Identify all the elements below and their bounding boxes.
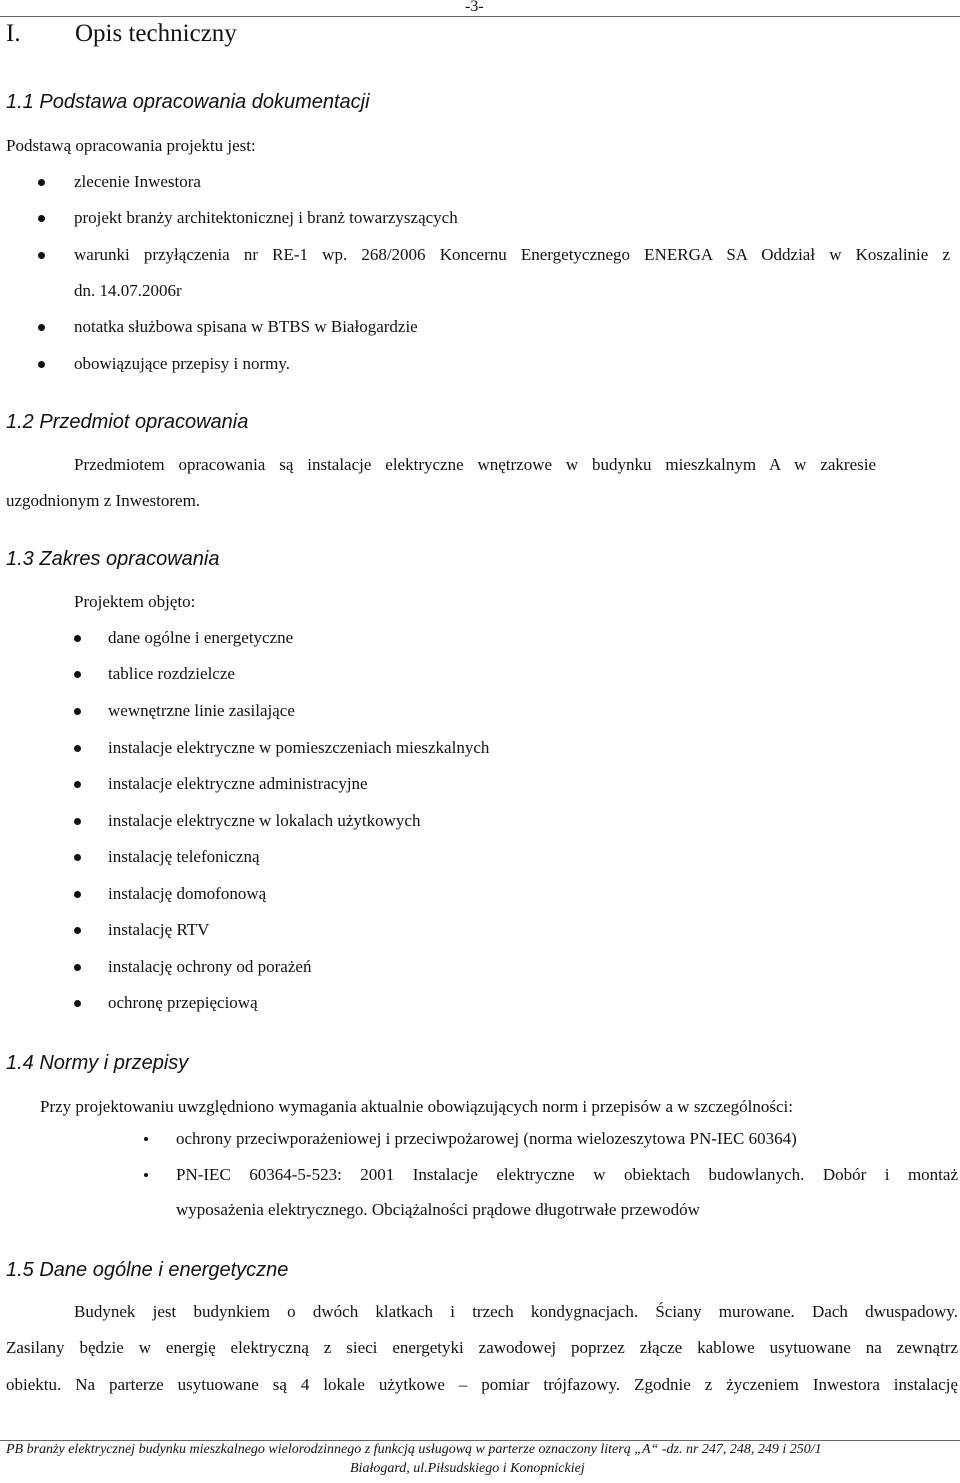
bullet-icon <box>74 854 81 861</box>
section-1-2-text: Przedmiotem opracowania są instalacje elektryczne wnętrzowe w budynku mieszkalnym A w zakresie <box>74 455 876 474</box>
bullet-icon <box>74 635 81 642</box>
footer-rule <box>0 1440 960 1441</box>
list-item: projekt branży architektonicznej i branż towarzyszących <box>74 208 458 227</box>
section-1-5-text: obiektu. Na parterze usytuowane są 4 lokale użytkowe – pomiar trójfazowy. Zgodnie z życzeniem Inwestora instalację <box>6 1375 958 1394</box>
bullet-icon <box>38 179 45 186</box>
bullet-icon <box>74 745 81 752</box>
bullet-icon <box>38 252 45 259</box>
list-item: instalacje elektryczne w lokalach użytkowych <box>108 811 421 830</box>
list-item: obowiązujące przepisy i normy. <box>74 354 291 373</box>
section-1-1-intro: Podstawą opracowania projektu jest: <box>6 136 256 155</box>
list-item-continuation: wyposażenia elektrycznego. Obciążalności prądowe długotrwałe przewodów <box>176 1200 700 1219</box>
bullet-icon <box>144 1137 148 1141</box>
list-item: zlecenie Inwestora <box>74 172 201 191</box>
page-number: -3- <box>465 0 484 15</box>
bullet-icon <box>74 818 81 825</box>
section-1-3-intro: Projektem objęto: <box>74 592 196 611</box>
chapter-number: I. <box>6 20 21 47</box>
section-heading-1-1: 1.1 Podstawa opracowania dokumentacji <box>6 91 370 113</box>
list-item: instalacje elektryczne w pomieszczeniach mieszkalnych <box>108 738 490 757</box>
section-1-4-intro: Przy projektowaniu uwzględniono wymagania aktualnie obowiązujących norm i przepisów a w szczególności: <box>40 1097 793 1116</box>
section-heading-1-4: 1.4 Normy i przepisy <box>6 1052 189 1074</box>
section-heading-1-5: 1.5 Dane ogólne i energetyczne <box>6 1259 289 1281</box>
section-1-2-text-cont: uzgodnionym z Inwestorem. <box>6 491 201 510</box>
section-heading-1-3: 1.3 Zakres opracowania <box>6 548 220 570</box>
list-item: tablice rozdzielcze <box>108 664 235 683</box>
list-item: instalację ochrony od porażeń <box>108 957 312 976</box>
list-item: instalację RTV <box>108 920 210 939</box>
bullet-icon <box>38 361 45 368</box>
bullet-icon <box>74 708 81 715</box>
section-1-5-text: Zasilany będzie w energię elektryczną z sieci energetyki zawodowej poprzez złącze kablowe usytuowane na zewnątrz <box>6 1338 958 1357</box>
bullet-icon <box>74 781 81 788</box>
list-item: ochrony przeciwporażeniowej i przeciwpożarowej (norma wielozeszytowa PN-IEC 60364) <box>176 1129 797 1148</box>
bullet-icon <box>38 215 45 222</box>
bullet-icon <box>74 927 81 934</box>
chapter-title: Opis techniczny <box>75 20 237 47</box>
list-item: instalacje elektryczne administracyjne <box>108 774 368 793</box>
section-1-5-text: Budynek jest budynkiem o dwóch klatkach i trzech kondygnacjach. Ściany murowane. Dach dwuspadowy. <box>74 1302 958 1321</box>
bullet-icon <box>38 324 45 331</box>
list-item: notatka służbowa spisana w BTBS w Białogardzie <box>74 317 418 336</box>
list-item: ochronę przepięciową <box>108 993 258 1012</box>
footer-line-1: PB branży elektrycznej budynku mieszkalnego wielorodzinnego z funkcją usługową w parterze oznaczony literą „A“ -dz. nr 247, 248, 249 i 250/1 <box>6 1442 822 1457</box>
list-item: instalację telefoniczną <box>108 847 260 866</box>
bullet-icon <box>74 671 81 678</box>
list-item: warunki przyłączenia nr RE-1 wp. 268/2006 Koncernu Energetycznego ENERGA SA Oddział w Koszalinie z <box>74 245 950 264</box>
bullet-icon <box>144 1173 148 1177</box>
list-item: PN-IEC 60364-5-523: 2001 Instalacje elektryczne w obiektach budowlanych. Dobór i montaż <box>176 1165 958 1184</box>
section-heading-1-2: 1.2 Przedmiot opracowania <box>6 411 249 433</box>
footer-line-2: Białogard, ul.Piłsudskiego i Konopnickiej <box>350 1461 585 1476</box>
bullet-icon <box>74 891 81 898</box>
list-item: instalację domofonową <box>108 884 267 903</box>
bullet-icon <box>74 964 81 971</box>
list-item: wewnętrzne linie zasilające <box>108 701 295 720</box>
list-item: dane ogólne i energetyczne <box>108 628 294 647</box>
list-item-continuation: dn. 14.07.2006r <box>74 281 182 300</box>
header-rule <box>0 16 960 17</box>
bullet-icon <box>74 1000 81 1007</box>
